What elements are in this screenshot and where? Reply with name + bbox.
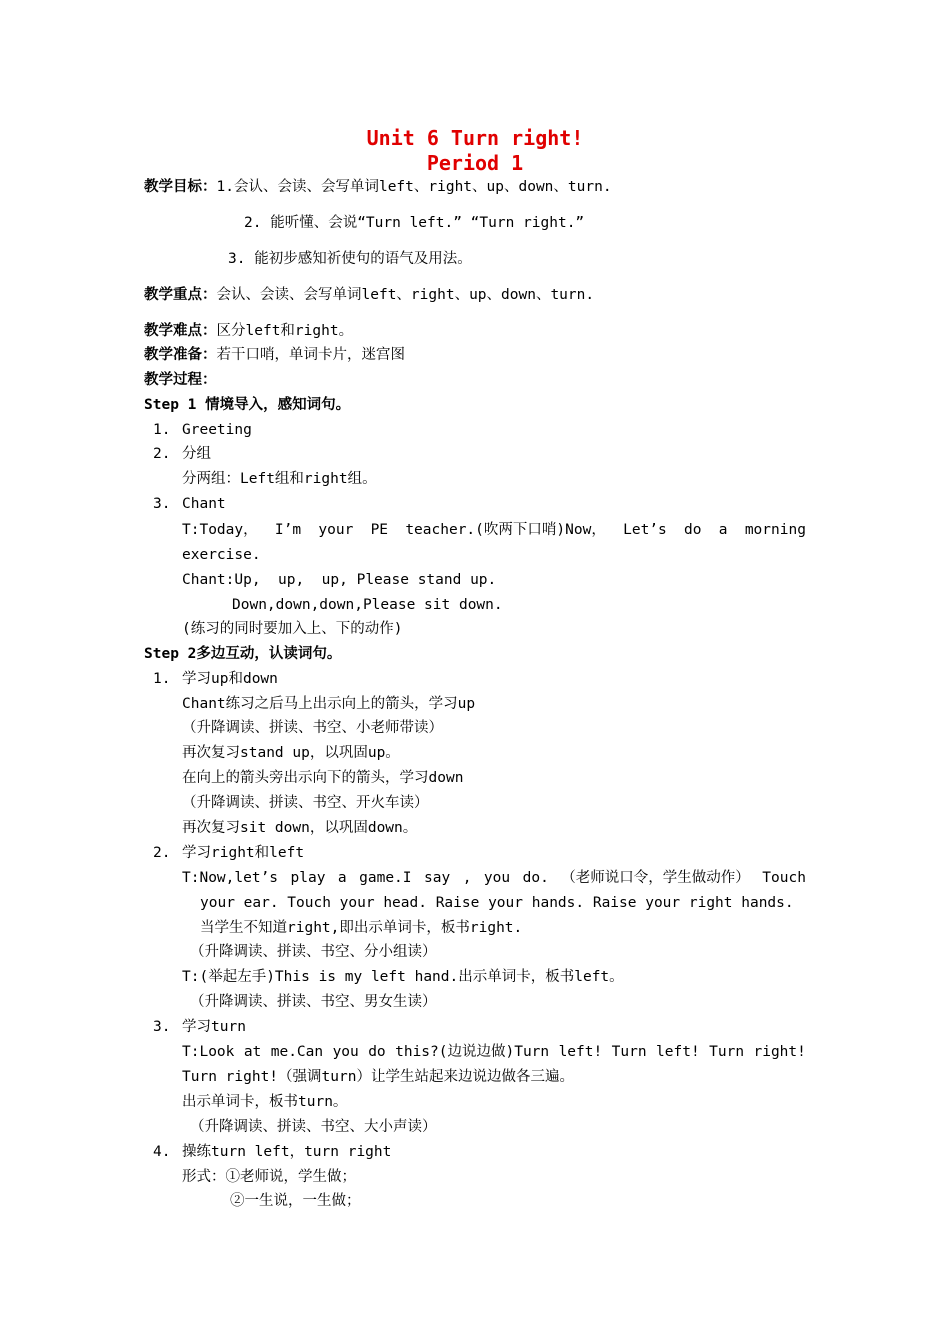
key-points-text: 会认、会读、会写单词left、right、up、down、turn.: [216, 287, 595, 303]
objective-item: 1.会认、会读、会写单词left、right、up、down、turn.: [216, 179, 612, 195]
list-item: 学习up和down: [182, 671, 278, 687]
text-run: ,: [462, 870, 472, 886]
list-item: 学习turn: [182, 1019, 246, 1035]
text-run: I’m: [274, 522, 302, 538]
list-item: 学习right和left: [182, 845, 305, 861]
text-run: you: [332, 1044, 359, 1060]
text-run: left!: [656, 1044, 700, 1060]
text-run: do.: [522, 870, 549, 886]
chant-line: Chant:Up, up, up, Please stand up.: [182, 572, 497, 588]
paragraph-line: your ear. Touch your head. Raise your hands. Raise your right hands.: [200, 895, 794, 911]
list-number: 4.: [153, 1144, 171, 1160]
text-run: PE: [370, 522, 389, 538]
text-run: Let’s: [623, 522, 667, 538]
difficulty-label: 教学难点：: [144, 323, 217, 339]
text-run: teacher.(吹两下口哨)Now，: [405, 522, 606, 538]
text-run: left!: [558, 1044, 603, 1060]
difficulty-row: [144, 321, 353, 341]
justified-line: [182, 868, 806, 888]
paragraph-line: exercise.: [182, 547, 261, 563]
list-number: 1.: [153, 422, 171, 438]
text-run: a: [718, 522, 728, 538]
paragraph-line: Chant练习之后马上出示向上的箭头，学习up: [182, 696, 476, 712]
preparation-text: 若干口哨，单词卡片，迷宫图: [216, 347, 405, 363]
paragraph-line: ②一生说，一生做；: [230, 1193, 361, 1209]
step1-heading: Step 1 情境导入，感知词句。: [144, 397, 351, 413]
list-item: 操练turn left，turn right: [182, 1144, 392, 1160]
preparation-label: 教学准备：: [144, 347, 217, 363]
text-run: T:Look: [182, 1044, 235, 1060]
text-run: T:Now,let’s: [182, 870, 279, 886]
text-run: a: [337, 870, 347, 886]
objectives-label: 教学目标：: [144, 179, 217, 195]
objective-item: 3. 能初步感知祈使句的语气及用法。: [228, 251, 472, 267]
preparation-row: [144, 345, 405, 365]
paragraph-line: 在向上的箭头旁出示向下的箭头，学习down: [182, 770, 464, 786]
objective-item: 2. 能听懂、会说“Turn left.” “Turn right.”: [244, 215, 585, 231]
text-run: do: [368, 1044, 386, 1060]
list-number: 1.: [153, 671, 171, 687]
list-item: Chant: [182, 496, 226, 512]
objectives-row: [144, 177, 612, 197]
paragraph-line: Turn right!（强调turn）让学生站起来边说边做各三遍。: [182, 1069, 574, 1085]
text-run: T:Today，: [182, 522, 258, 538]
paragraph-line: 当学生不知道right,即出示单词卡，板书right.: [200, 920, 523, 936]
process-label: 教学过程：: [144, 372, 217, 388]
list-number: 2.: [153, 845, 171, 861]
text-run: play: [290, 870, 326, 886]
difficulty-text: 区分left和right。: [216, 323, 354, 339]
text-run: right!: [753, 1044, 806, 1060]
paragraph-line: T:(举起左手)This is my left hand.出示单词卡，板书left。: [182, 969, 624, 985]
paragraph-line: （升降调读、拼读、书空、大小声读）: [190, 1119, 437, 1135]
text-run: your: [318, 522, 354, 538]
key-points-row: [144, 285, 594, 305]
list-detail: 分两组：Left组和right组。: [182, 471, 377, 487]
paragraph-line: （升降调读、拼读、书空、开火车读）: [182, 795, 429, 811]
document-title: Unit 6 Turn right!: [366, 126, 584, 150]
chant-line: Down,down,down,Please sit down.: [232, 597, 503, 613]
paragraph-line: 出示单词卡，板书turn。: [182, 1094, 348, 1110]
paragraph-line: （升降调读、拼读、书空、小老师带读）: [182, 720, 443, 736]
text-run: me.Can: [270, 1044, 324, 1060]
justified-line: [182, 520, 806, 540]
text-run: Turn: [611, 1044, 647, 1060]
list-number: 3.: [153, 496, 171, 512]
text-run: at: [243, 1044, 262, 1060]
list-number: 2.: [153, 446, 171, 462]
paragraph-line: 再次复习stand up，以巩固up。: [182, 745, 400, 761]
list-number: 3.: [153, 1019, 171, 1035]
paragraph-line: （升降调读、拼读、书空、分小组读）: [190, 944, 437, 960]
list-item: 分组: [182, 446, 211, 462]
text-run: you: [483, 870, 511, 886]
text-run: game.I: [359, 870, 412, 886]
text-run: Touch: [762, 870, 806, 886]
key-points-label: 教学重点：: [144, 287, 217, 303]
document-subtitle: Period 1: [426, 151, 524, 175]
text-run: morning: [744, 522, 806, 538]
text-run: Turn: [709, 1044, 745, 1060]
text-run: say: [424, 870, 451, 886]
text-run: （老师说口令，学生做动作）: [561, 870, 750, 886]
step2-heading: Step 2多边互动，认读词句。: [144, 646, 342, 662]
justified-line: [182, 1042, 806, 1062]
note-line: (练习的同时要加入上、下的动作): [182, 621, 403, 637]
paragraph-line: 再次复习sit down，以巩固down。: [182, 820, 418, 836]
paragraph-line: 形式：①老师说，学生做；: [182, 1169, 356, 1185]
list-item: Greeting: [182, 422, 252, 438]
text-run: this?(边说边做)Turn: [395, 1044, 550, 1060]
paragraph-line: （升降调读、拼读、书空、男女生读）: [190, 994, 437, 1010]
text-run: do: [684, 522, 702, 538]
